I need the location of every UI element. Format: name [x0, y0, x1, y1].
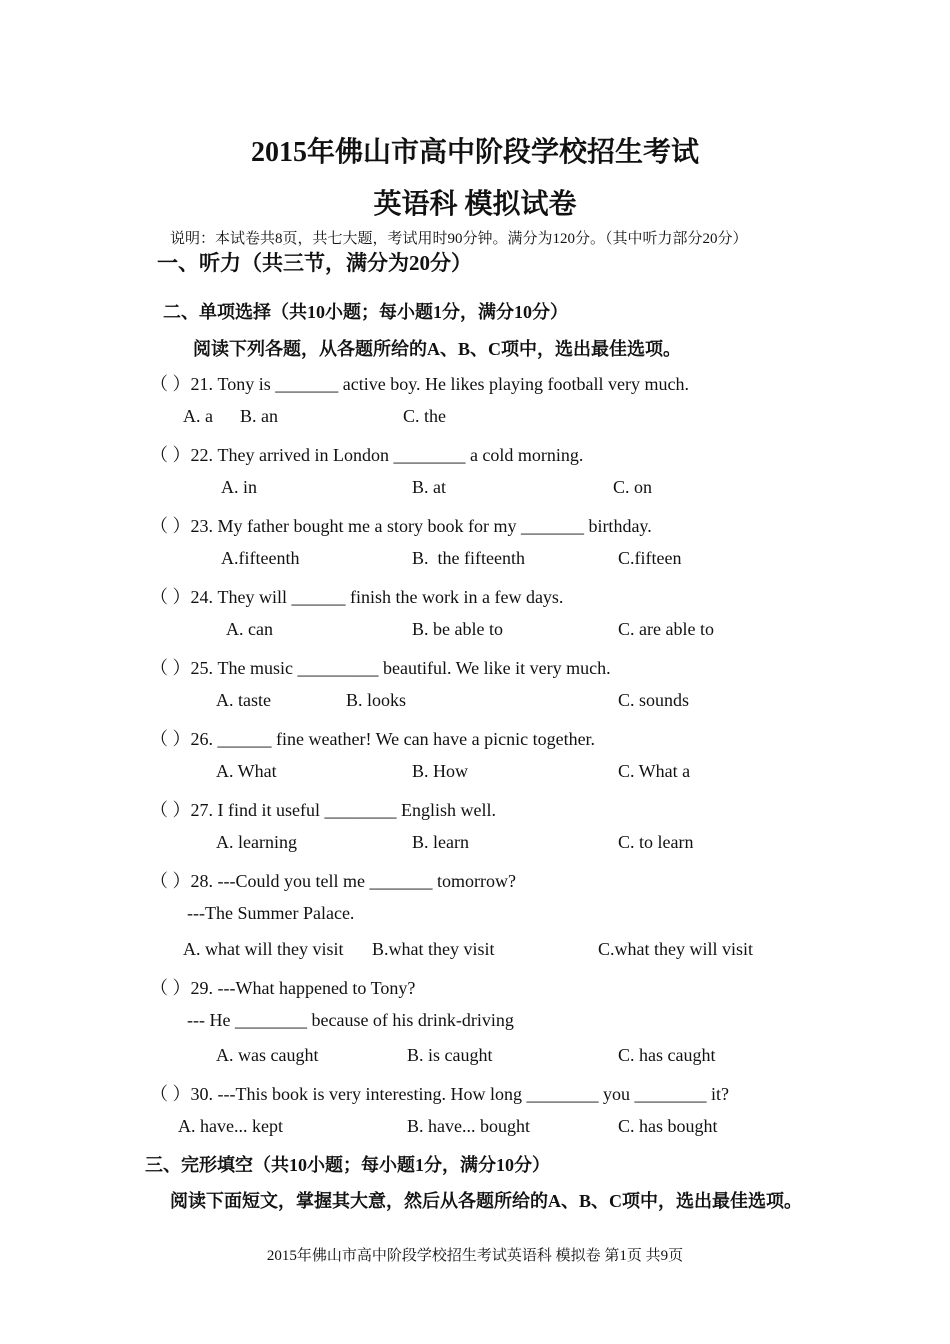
option-c: C. on	[613, 477, 653, 497]
option-b: B. at	[412, 477, 446, 497]
option-a: A. learning	[216, 832, 297, 852]
question-dialogue-line: --- He ________ because of his drink-driving	[187, 1010, 514, 1030]
option-a: A. taste	[216, 690, 271, 710]
option-b: B. have... bought	[407, 1116, 530, 1136]
question-stem: （ ）30. ---This book is very interesting. How long ________ you ________ it?	[150, 1084, 729, 1104]
option-c: C. has bought	[618, 1116, 718, 1136]
option-c: C. the	[403, 406, 446, 426]
option-b: B. looks	[346, 690, 407, 710]
option-b: B. How	[412, 761, 469, 781]
option-c: C.what they will visit	[598, 939, 753, 959]
option-c: C. has caught	[618, 1045, 716, 1065]
option-b: B.what they visit	[372, 939, 495, 959]
question-stem: （ ）25. The music _________ beautiful. We like it very much.	[150, 658, 611, 678]
section-listening-heading: 一、听力（共三节，满分为20分）	[157, 251, 472, 275]
option-c: C. to learn	[618, 832, 694, 852]
question-stem: （ ）22. They arrived in London ________ a cold morning.	[150, 445, 584, 465]
option-b: B. is caught	[407, 1045, 493, 1065]
option-a: A. What	[216, 761, 277, 781]
option-a: A. what will they visit	[183, 939, 344, 959]
page-footer: 2015年佛山市高中阶段学校招生考试英语科 模拟卷 第1页 共9页	[266, 1248, 684, 1264]
option-b: B. be able to	[412, 619, 503, 639]
cloze-instruction: 阅读下面短文，掌握其大意，然后从各题所给的A、B、C项中，选出最佳选项。	[170, 1191, 803, 1211]
exam-title: 2015年佛山市高中阶段学校招生考试	[250, 137, 699, 168]
option-b: B. an	[240, 406, 278, 426]
option-c: C. are able to	[618, 619, 714, 639]
question-stem: （ ）21. Tony is _______ active boy. He likes playing football very much.	[150, 374, 689, 394]
option-a: A. can	[226, 619, 273, 639]
option-c: C.fifteen	[618, 548, 682, 568]
question-stem: （ ）24. They will ______ finish the work in a few days.	[150, 587, 564, 607]
option-a: A. in	[221, 477, 257, 497]
exam-subtitle: 英语科 模拟试卷	[373, 189, 577, 220]
question-stem: （ ）26. ______ fine weather! We can have a picnic together.	[150, 729, 596, 749]
section-single-choice-heading: 二、单项选择（共10小题；每小题1分，满分10分）	[163, 302, 568, 322]
option-a: A. was caught	[216, 1045, 319, 1065]
option-b: B. learn	[412, 832, 469, 852]
single-choice-instruction: 阅读下列各题，从各题所给的A、B、C项中，选出最佳选项。	[193, 339, 682, 359]
question-dialogue-line: ---The Summer Palace.	[187, 903, 355, 923]
option-a: A.fifteenth	[221, 548, 300, 568]
question-stem: （ ）29. ---What happened to Tony?	[150, 978, 416, 998]
option-b: B. the fifteenth	[412, 548, 525, 568]
option-a: A. a	[183, 406, 213, 426]
option-c: C. sounds	[618, 690, 690, 710]
option-c: C. What a	[618, 761, 691, 781]
question-stem: （ ）27. I find it useful ________ English well.	[150, 800, 496, 820]
question-stem: （ ）28. ---Could you tell me _______ tomorrow?	[150, 871, 516, 891]
question-stem: （ ）23. My father bought me a story book for my _______ birthday.	[150, 516, 652, 536]
section-cloze-heading: 三、完形填空（共10小题；每小题1分，满分10分）	[145, 1155, 550, 1175]
exam-instructions: 说明：本试卷共8页，共七大题，考试用时90分钟。满分为120分。（其中听力部分20分）	[170, 231, 748, 247]
option-a: A. have... kept	[178, 1116, 283, 1136]
